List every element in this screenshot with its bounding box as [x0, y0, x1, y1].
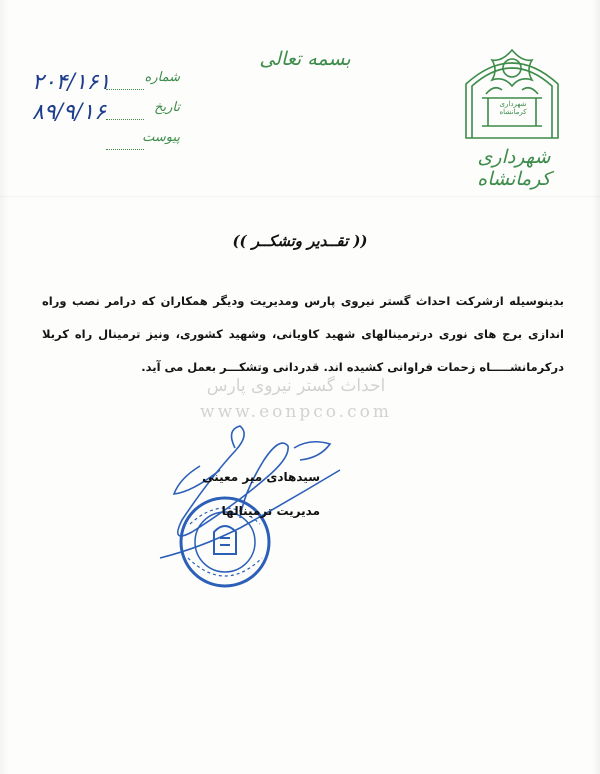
letter-title: (( تقــدیر وتشکــر )) — [232, 232, 368, 250]
attachment-dots — [106, 149, 144, 150]
letter-meta — [30, 68, 180, 158]
number-dots — [106, 89, 144, 90]
logo-band-text: شهرداری کرمانشاه — [499, 100, 527, 116]
attachment-label: پیوست — [142, 130, 180, 145]
fold-line — [0, 196, 600, 197]
attachment-row — [30, 128, 180, 158]
watermark-url: www.eonpco.com — [200, 402, 392, 422]
date-row — [30, 98, 180, 128]
signer-name: سیدهادی میر معینی — [202, 470, 320, 484]
municipality-logo — [452, 38, 572, 190]
number-value: ۲۰۴/۱۶۱ — [32, 70, 111, 95]
signer-title: مدیریت ترمینالها — [221, 504, 320, 518]
bismillah-heading: بسمه تعالی — [259, 48, 351, 70]
watermark-company: احداث گستر نیروی پارس — [206, 376, 386, 396]
date-label: تاریخ — [154, 100, 180, 115]
letter-body: بدینوسیله ازشرکت احداث گستر نیروی پارس ومدیریت ودیگر همکاران که درامر نصب وراه اندازی برج های نوری درترمینالهای شهید کاویانی، وشهید کشوری، ونیز ترمینال راه کربلا درکرمانشـــــاه زحمات فراوانی کشیده اند. قدردانی وتشکـــر بعمل می آید. — [42, 294, 564, 374]
logo-emblem-icon — [452, 38, 572, 148]
handwritten-signature-icon — [160, 426, 340, 558]
org-name: شهرداری کرمانشاه — [477, 146, 551, 190]
date-dots — [106, 119, 144, 120]
number-label: شماره — [144, 70, 180, 85]
number-row — [30, 68, 180, 98]
date-value: ۸۹/۹/۱۶ — [32, 100, 106, 125]
